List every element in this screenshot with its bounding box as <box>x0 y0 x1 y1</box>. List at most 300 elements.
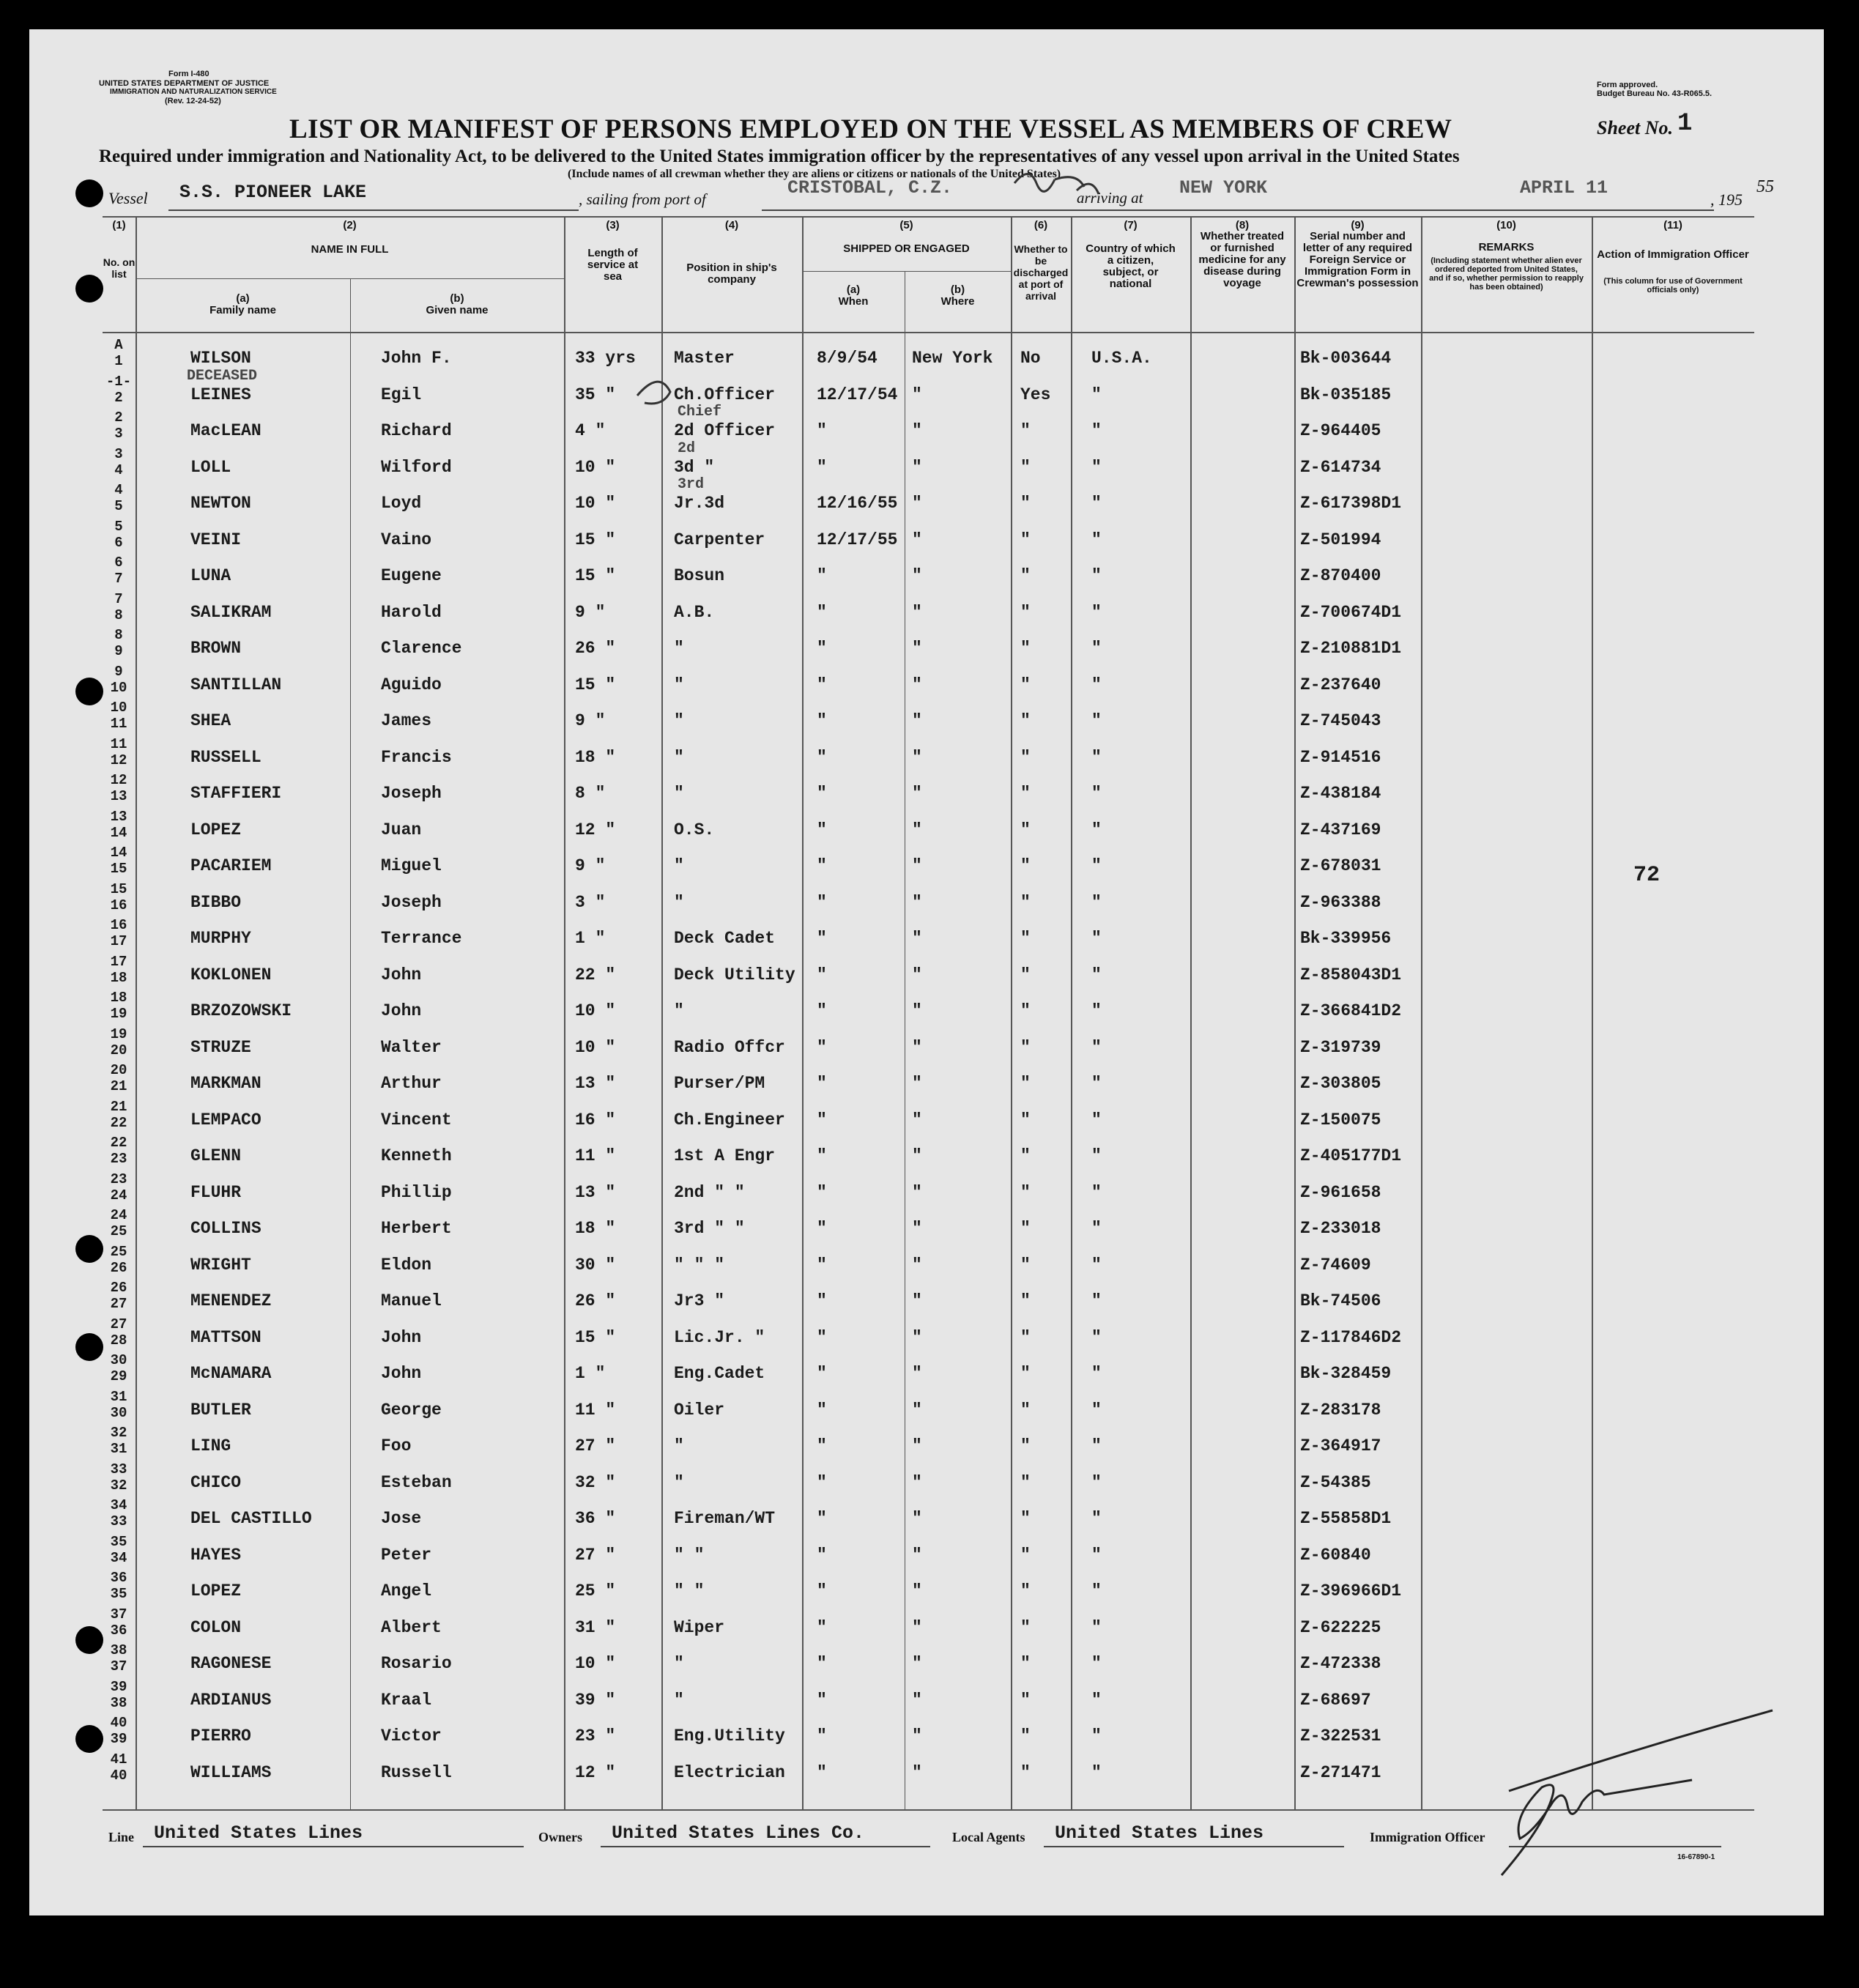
crew-given: Wilford <box>381 457 452 477</box>
crew-given: Terrance <box>381 929 462 948</box>
crew-country: " <box>1091 1291 1102 1310</box>
crew-when: " <box>817 711 827 730</box>
crew-serial: Z-745043 <box>1300 711 1381 730</box>
crew-country: " <box>1091 1581 1102 1601</box>
crew-dis: " <box>1020 1726 1031 1746</box>
old-list-number: 3 <box>114 445 123 462</box>
crew-when: " <box>817 1327 827 1347</box>
crew-family: BROWN <box>190 639 242 658</box>
crew-family: WILLIAMS <box>190 1762 272 1782</box>
old-list-number: 32 <box>110 1425 127 1441</box>
crew-pos: " " <box>674 1581 705 1601</box>
crew-serial: Z-617398D1 <box>1300 494 1402 513</box>
crew-when: " <box>817 1146 827 1165</box>
agents-value: United States Lines <box>1055 1822 1264 1844</box>
crew-pos: 2d Officer <box>674 421 776 440</box>
year-prefix: , 195 <box>1710 190 1743 209</box>
col11-note: (This column for use of Government officials only) <box>1603 277 1743 294</box>
crew-country: " <box>1091 1436 1102 1455</box>
list-number: 20 <box>110 1042 127 1058</box>
crew-family: LOPEZ <box>190 820 242 839</box>
crew-country: " <box>1091 965 1102 984</box>
crew-given: Eldon <box>381 1255 432 1275</box>
crew-given: Foo <box>381 1436 412 1455</box>
remarks-mark: 72 <box>1633 863 1661 888</box>
crew-when: " <box>817 1726 827 1746</box>
year-suffix: 55 <box>1756 177 1774 196</box>
crew-where: " <box>912 1726 922 1746</box>
row-annotation: DECEASED <box>187 367 258 385</box>
crew-pos: " <box>674 1654 684 1673</box>
departure-port: CRISTOBAL, C.Z. <box>787 177 953 199</box>
crew-family: LOLL <box>190 457 231 477</box>
old-list-number: 21 <box>110 1098 127 1115</box>
crew-svc: 33 yrs <box>575 349 636 368</box>
crew-svc: 10 " <box>575 1037 616 1057</box>
list-number: 18 <box>110 969 127 986</box>
crew-svc: 9 " <box>575 856 606 875</box>
old-list-number: 41 <box>110 1751 127 1768</box>
crew-given: Joseph <box>381 892 442 912</box>
col5b-header: (b) Where <box>940 283 975 308</box>
crew-when: " <box>817 820 827 839</box>
crew-svc: 18 " <box>575 1219 616 1238</box>
crew-country: " <box>1091 1762 1102 1782</box>
col9-number: (9) <box>1351 219 1365 231</box>
crew-serial: Z-858043D1 <box>1300 965 1402 984</box>
crew-where: " <box>912 1436 922 1455</box>
list-number: 24 <box>110 1187 127 1203</box>
crew-svc: 11 " <box>575 1400 616 1420</box>
crew-svc: 8 " <box>575 784 606 803</box>
crew-when: 12/16/55 <box>817 494 898 513</box>
old-list-number: 37 <box>110 1606 127 1622</box>
col7-header: Country of which a citizen, subject, or national <box>1086 242 1176 290</box>
col9-header: Serial number and letter of any required Foreign Service or Immigration Form in Crewman's possession <box>1296 230 1419 289</box>
crew-serial: Z-622225 <box>1300 1617 1381 1637</box>
crew-where: " <box>912 1762 922 1782</box>
crew-family: ARDIANUS <box>190 1690 272 1710</box>
crew-given: Phillip <box>381 1182 452 1202</box>
crew-given: Walter <box>381 1037 442 1057</box>
old-list-number: 31 <box>110 1388 127 1405</box>
crew-given: Eugene <box>381 566 442 585</box>
old-list-number: 16 <box>110 917 127 933</box>
crew-dis: Yes <box>1020 385 1051 404</box>
col10-note: (Including statement whether alien ever ordered deported from United States, and if so, whether permission to reapply has been obtained) <box>1429 256 1584 292</box>
crew-country: " <box>1091 1037 1102 1057</box>
crew-country: " <box>1091 1110 1102 1130</box>
list-number: 19 <box>110 1006 127 1022</box>
crew-when: " <box>817 566 827 585</box>
crew-dis: " <box>1020 639 1031 658</box>
old-list-number: 20 <box>110 1062 127 1078</box>
crew-serial: Z-914516 <box>1300 747 1381 767</box>
crew-family: COLLINS <box>190 1219 261 1238</box>
crew-serial: Z-405177D1 <box>1300 1146 1402 1165</box>
crew-serial: Z-366841D2 <box>1300 1001 1402 1020</box>
old-list-number: 4 <box>114 482 123 498</box>
crew-dis: " <box>1020 929 1031 948</box>
crew-pos: 2nd " " <box>674 1182 745 1202</box>
crew-family: DEL CASTILLO <box>190 1509 312 1528</box>
crew-dis: " <box>1020 530 1031 549</box>
crew-serial: Z-283178 <box>1300 1400 1381 1420</box>
crew-given: Esteban <box>381 1472 452 1492</box>
crew-country: U.S.A. <box>1091 349 1152 368</box>
crew-when: " <box>817 892 827 912</box>
department: UNITED STATES DEPARTMENT OF JUSTICE <box>99 79 270 88</box>
crew-serial: Z-700674D1 <box>1300 602 1402 622</box>
crew-dis: " <box>1020 747 1031 767</box>
crew-given: Aguido <box>381 675 442 694</box>
old-list-number: 35 <box>110 1533 127 1550</box>
crew-pos: Bosun <box>674 566 725 585</box>
crew-country: " <box>1091 602 1102 622</box>
old-list-number: -1- <box>105 373 132 390</box>
col8-number: (8) <box>1235 219 1250 231</box>
old-list-number: 9 <box>114 663 123 680</box>
crew-dis: " <box>1020 1364 1031 1383</box>
crew-when: " <box>817 1182 827 1202</box>
crew-family: RAGONESE <box>190 1654 272 1673</box>
crew-where: " <box>912 1110 922 1130</box>
crew-svc: 13 " <box>575 1074 616 1093</box>
crew-country: " <box>1091 1327 1102 1347</box>
form-approved: Form approved. <box>1597 81 1658 89</box>
crew-serial: Z-964405 <box>1300 421 1381 440</box>
crew-svc: 13 " <box>575 1182 616 1202</box>
crew-serial: Z-210881D1 <box>1300 639 1402 658</box>
crew-svc: 10 " <box>575 494 616 513</box>
crew-serial: Z-74609 <box>1300 1255 1371 1275</box>
crew-pos: " <box>674 639 684 658</box>
crew-when: " <box>817 1617 827 1637</box>
crew-where: " <box>912 1654 922 1673</box>
list-number: 11 <box>110 716 127 732</box>
sheet-number: 1 <box>1677 110 1693 138</box>
crew-given: Angel <box>381 1581 432 1601</box>
crew-given: Russell <box>381 1762 452 1782</box>
list-number: 38 <box>110 1694 127 1711</box>
crew-when: 12/17/54 <box>817 385 898 404</box>
list-number: 15 <box>110 861 127 877</box>
crew-family: MacLEAN <box>190 421 261 440</box>
subtitle-note: (Include names of all crewman whether they are aliens or citizens or nationals of the United States) <box>568 168 1061 180</box>
crew-where: " <box>912 602 922 622</box>
crew-when: " <box>817 639 827 658</box>
crew-svc: 22 " <box>575 965 616 984</box>
crew-pos: " " " <box>674 1255 725 1275</box>
crew-serial: Z-961658 <box>1300 1182 1381 1202</box>
crew-pos: Oiler <box>674 1400 725 1420</box>
crew-where: " <box>912 457 922 477</box>
list-number: 26 <box>110 1259 127 1276</box>
crew-country: " <box>1091 1726 1102 1746</box>
crew-svc: 15 " <box>575 530 616 549</box>
crew-country: " <box>1091 1001 1102 1020</box>
col10-number: (10) <box>1496 219 1516 231</box>
crew-given: John <box>381 1001 422 1020</box>
crew-country: " <box>1091 1182 1102 1202</box>
crew-where: " <box>912 1219 922 1238</box>
old-list-number: 22 <box>110 1135 127 1151</box>
old-list-number: 19 <box>110 1025 127 1042</box>
crew-given: George <box>381 1400 442 1420</box>
old-list-number: 33 <box>110 1461 127 1477</box>
crew-dis: " <box>1020 1400 1031 1420</box>
port-annotation-scribble <box>1014 174 1099 195</box>
crew-svc: 10 " <box>575 457 616 477</box>
crew-family: SANTILLAN <box>190 675 282 694</box>
crew-pos: Deck Cadet <box>674 929 776 948</box>
crew-country: " <box>1091 457 1102 477</box>
crew-serial: Bk-003644 <box>1300 349 1392 368</box>
old-list-number: 11 <box>110 735 127 752</box>
crew-dis: " <box>1020 1545 1031 1565</box>
owners-value: United States Lines Co. <box>612 1822 865 1844</box>
crew-dis: " <box>1020 1146 1031 1165</box>
crew-country: " <box>1091 1509 1102 1528</box>
crew-svc: 1 " <box>575 929 606 948</box>
col5a-header: (a) When <box>838 283 869 308</box>
page-title: LIST OR MANIFEST OF PERSONS EMPLOYED ON THE VESSEL AS MEMBERS OF CREW <box>289 114 1452 144</box>
crew-when: " <box>817 1762 827 1782</box>
crew-where: " <box>912 494 922 513</box>
crew-given: John <box>381 965 422 984</box>
col1-header: No. on list <box>103 256 136 280</box>
crew-svc: 15 " <box>575 1327 616 1347</box>
crew-pos: Wiper <box>674 1617 725 1637</box>
crew-pos: " <box>674 784 684 803</box>
crew-svc: 32 " <box>575 1472 616 1492</box>
sailing-label: , sailing from port of <box>579 190 706 208</box>
crew-serial: Z-55858D1 <box>1300 1509 1392 1528</box>
crew-given: Joseph <box>381 784 442 803</box>
crew-pos: A.B. <box>674 602 715 622</box>
vessel-name: S.S. PIONEER LAKE <box>179 182 367 203</box>
crew-given: Albert <box>381 1617 442 1637</box>
crew-serial: Z-870400 <box>1300 566 1381 585</box>
crew-where: " <box>912 566 922 585</box>
crew-svc: 35 " <box>575 385 616 404</box>
crew-family: LOPEZ <box>190 1581 242 1601</box>
crew-country: " <box>1091 1146 1102 1165</box>
crew-given: Herbert <box>381 1219 452 1238</box>
crew-family: COLON <box>190 1617 242 1637</box>
crew-when: " <box>817 1110 827 1130</box>
crew-when: " <box>817 1037 827 1057</box>
crew-dis: " <box>1020 1436 1031 1455</box>
crew-where: " <box>912 820 922 839</box>
crew-svc: 1 " <box>575 1364 606 1383</box>
list-number: 2 <box>114 389 123 406</box>
vessel-label: Vessel <box>108 189 148 207</box>
crew-pos: 1st A Engr <box>674 1146 776 1165</box>
crew-country: " <box>1091 1472 1102 1492</box>
col5-header: SHIPPED OR ENGAGED <box>843 242 970 255</box>
crew-svc: 12 " <box>575 820 616 839</box>
col2a-header: (a) Family name <box>209 292 276 316</box>
crew-serial: Z-437169 <box>1300 820 1381 839</box>
crew-where: " <box>912 1617 922 1637</box>
crew-family: WILSON <box>190 349 251 368</box>
crew-family: McNAMARA <box>190 1364 272 1383</box>
col3-header: Length of service at sea <box>587 247 639 283</box>
crew-svc: 39 " <box>575 1690 616 1710</box>
crew-where: " <box>912 892 922 912</box>
crew-country: " <box>1091 747 1102 767</box>
crew-family: BIBBO <box>190 892 242 912</box>
crew-serial: Z-319739 <box>1300 1037 1381 1057</box>
crew-family: RUSSELL <box>190 747 261 767</box>
col8-header: Whether treated or furnished medicine for any disease during voyage <box>1198 230 1286 289</box>
crew-where: " <box>912 1146 922 1165</box>
col6-number: (6) <box>1034 219 1048 231</box>
crew-dis: " <box>1020 1654 1031 1673</box>
crew-where: " <box>912 1545 922 1565</box>
crew-given: Arthur <box>381 1074 442 1093</box>
crew-given: Miguel <box>381 856 442 875</box>
old-list-number: 6 <box>114 555 123 571</box>
old-list-number: 27 <box>110 1316 127 1332</box>
owners-label: Owners <box>538 1830 582 1844</box>
form-number: Form I-480 <box>168 70 209 78</box>
crew-given: Kenneth <box>381 1146 452 1165</box>
crew-family: BRZOZOWSKI <box>190 1001 292 1020</box>
crew-svc: 18 " <box>575 747 616 767</box>
list-number: 25 <box>110 1223 127 1239</box>
crew-dis: " <box>1020 711 1031 730</box>
crew-dis: " <box>1020 892 1031 912</box>
old-list-number: 17 <box>110 953 127 970</box>
crew-where: " <box>912 385 922 404</box>
crew-pos: " <box>674 1690 684 1710</box>
crew-pos: Eng.Cadet <box>674 1364 765 1383</box>
crew-pos: " <box>674 856 684 875</box>
list-number: 16 <box>110 897 127 913</box>
crew-svc: 3 " <box>575 892 606 912</box>
crew-pos: " <box>674 1001 684 1020</box>
list-number: 39 <box>110 1731 127 1747</box>
crew-country: " <box>1091 1654 1102 1673</box>
crew-pos: Ch.Officer <box>674 385 776 404</box>
crew-svc: 12 " <box>575 1762 616 1782</box>
crew-when: " <box>817 675 827 694</box>
list-number: 5 <box>114 498 123 514</box>
old-list-number: 30 <box>110 1352 127 1368</box>
crew-dis: " <box>1020 1762 1031 1782</box>
crew-given: Loyd <box>381 494 422 513</box>
revision: (Rev. 12-24-52) <box>165 97 221 105</box>
crew-dis: " <box>1020 1219 1031 1238</box>
old-list-number: 23 <box>110 1171 127 1187</box>
col1-number: (1) <box>112 219 126 231</box>
crew-where: " <box>912 1074 922 1093</box>
list-number: 8 <box>114 607 123 623</box>
crew-family: MARKMAN <box>190 1074 261 1093</box>
crew-when: " <box>817 1472 827 1492</box>
service: IMMIGRATION AND NATURALIZATION SERVICE <box>110 88 277 96</box>
crew-given: Egil <box>381 385 422 404</box>
list-number: 13 <box>110 788 127 804</box>
old-list-number: 38 <box>110 1642 127 1658</box>
crew-given: John F. <box>381 349 452 368</box>
crew-given: Richard <box>381 421 452 440</box>
col7-number: (7) <box>1124 219 1138 231</box>
crew-dis: " <box>1020 1690 1031 1710</box>
crew-dis: " <box>1020 494 1031 513</box>
crew-country: " <box>1091 1219 1102 1238</box>
crew-country: " <box>1091 784 1102 803</box>
crew-pos: Fireman/WT <box>674 1509 776 1528</box>
crew-where: " <box>912 1037 922 1057</box>
crew-svc: 10 " <box>575 1654 616 1673</box>
crew-given: Juan <box>381 820 422 839</box>
old-list-number: 8 <box>114 627 123 643</box>
crew-family: CHICO <box>190 1472 242 1492</box>
crew-when: " <box>817 747 827 767</box>
crew-pos: " <box>674 747 684 767</box>
crew-pos: Deck Utility <box>674 965 795 984</box>
line-label: Line <box>108 1830 135 1844</box>
crew-dis: " <box>1020 1182 1031 1202</box>
crew-dis: " <box>1020 965 1031 984</box>
old-list-number: 12 <box>110 772 127 788</box>
crew-when: " <box>817 1581 827 1601</box>
crew-dis: " <box>1020 1074 1031 1093</box>
row-annotation: 2d <box>678 439 696 457</box>
crew-serial: Z-678031 <box>1300 856 1381 875</box>
crew-when: 12/17/55 <box>817 530 898 549</box>
crew-family: FLUHR <box>190 1182 242 1202</box>
crew-dis: " <box>1020 1255 1031 1275</box>
crew-svc: 26 " <box>575 639 616 658</box>
crew-serial: Bk-328459 <box>1300 1364 1392 1383</box>
crew-dis: " <box>1020 1509 1031 1528</box>
col11-number: (11) <box>1663 219 1682 231</box>
crew-pos: " <box>674 1472 684 1492</box>
crew-country: " <box>1091 856 1102 875</box>
crew-when: " <box>817 784 827 803</box>
crew-given: John <box>381 1327 422 1347</box>
crew-where: " <box>912 1690 922 1710</box>
crew-serial: Z-271471 <box>1300 1762 1381 1782</box>
crew-where: " <box>912 1400 922 1420</box>
crew-when: " <box>817 421 827 440</box>
crew-dis: " <box>1020 566 1031 585</box>
crew-dis: " <box>1020 856 1031 875</box>
list-number: 27 <box>110 1296 127 1312</box>
list-number: 31 <box>110 1441 127 1457</box>
print-code: 16-67890-1 <box>1677 1853 1715 1861</box>
list-number: 35 <box>110 1586 127 1602</box>
crew-where: " <box>912 784 922 803</box>
col4-header: Position in ship's company <box>686 262 777 286</box>
crew-dis: " <box>1020 1037 1031 1057</box>
crew-serial: Z-364917 <box>1300 1436 1381 1455</box>
crew-family: GLENN <box>190 1146 242 1165</box>
list-number: 7 <box>114 571 123 587</box>
crew-when: " <box>817 1074 827 1093</box>
crew-family: NEWTON <box>190 494 251 513</box>
col3-number: (3) <box>606 219 620 231</box>
crew-family: PIERRO <box>190 1726 251 1746</box>
crew-serial: Z-322531 <box>1300 1726 1381 1746</box>
crew-given: Francis <box>381 747 452 767</box>
list-number: 28 <box>110 1332 127 1349</box>
old-list-number: 40 <box>110 1715 127 1731</box>
